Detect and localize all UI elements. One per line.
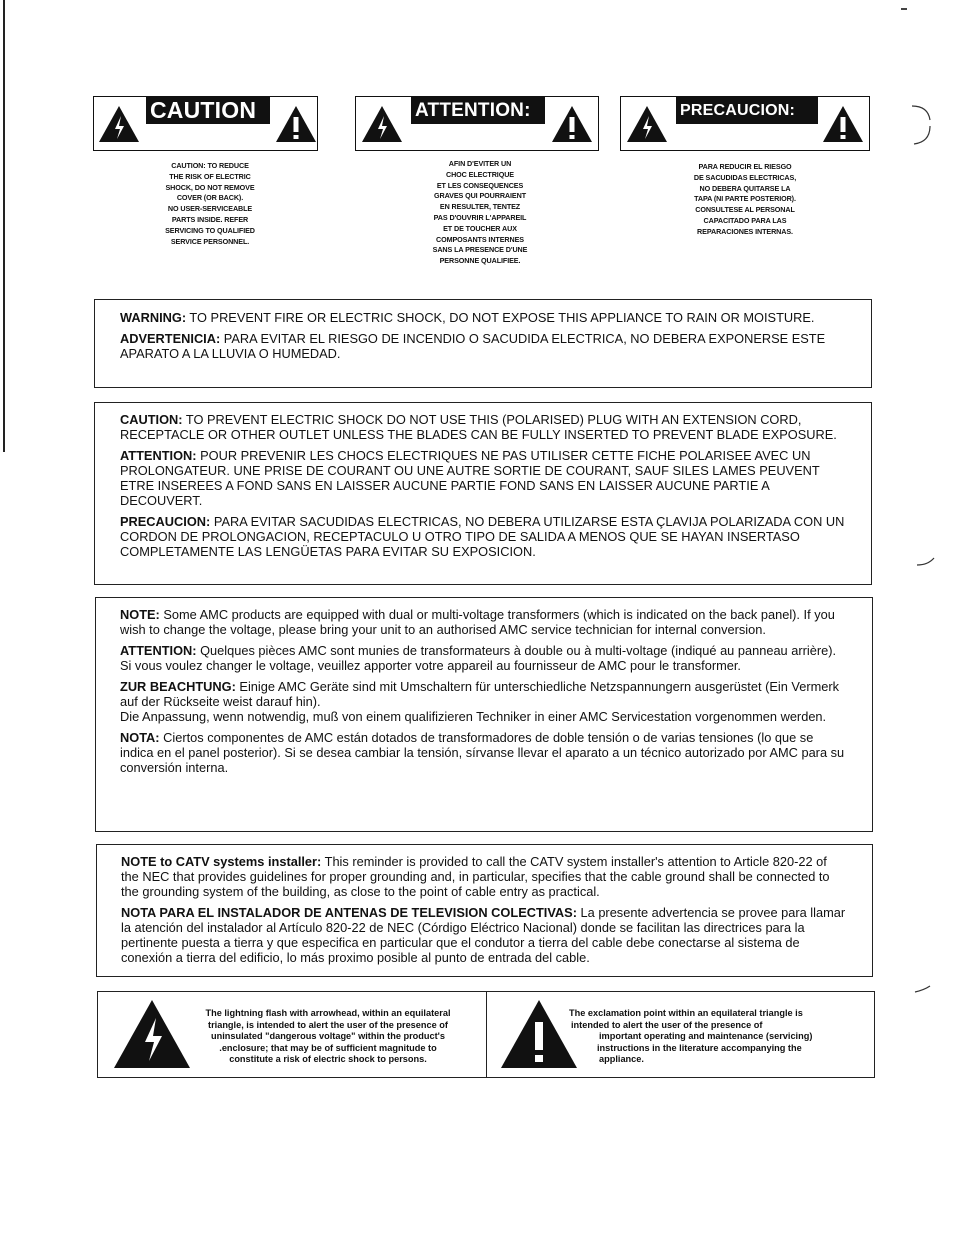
exclamation-triangle-icon xyxy=(274,104,318,144)
caution-label-text: CAUTION: TO REDUCE THE RISK OF ELECTRIC SHOCK, DO NOT REMOVE COVER (OR BACK). NO USER-SERVICEABLE PARTS INSIDE. REFER SERVICING TO QUALIFIED SERVICE PERSONNEL. xyxy=(165,161,255,246)
exclamation-triangle-icon xyxy=(499,998,579,1070)
warning-box xyxy=(94,299,872,388)
attention-label xyxy=(355,96,599,151)
voltage-note-paragraph: NOTE: Some AMC products are equipped with dual or multi-voltage transformers (which is indicated on the back panel). If you wish to change the voltage, please bring your unit to an authorised AMC service technician for internal conversion. xyxy=(120,607,835,637)
lightning-symbol-box xyxy=(97,991,487,1078)
attention-title: ATTENTION: xyxy=(411,97,545,124)
plug-precaucion-paragraph: PRECAUCION: PARA EVITAR SACUDIDAS ELECTRICAS, NO DEBERA UTILIZARSE ESTA ÇLAVIJA POLARIZADA CON UN CORDON DE PROLONGACION, RECEPTACULO U OTRO TIPO DE SALIDA A MENOS QUE SE HAYAN INSERTASO COMPLETAMENTE LAS LENGÜETAS PARA EVITAR SU EXPOSICION. xyxy=(120,514,845,559)
exclamation-symbol-text: The exclamation point within an equilateral triangle is intended to alert the user of the presence of important operating and maintenance (servicing) instructions in the literature accompanying the appliance. xyxy=(569,1008,813,1065)
scan-edge-bar xyxy=(3,0,5,452)
plug-attention-paragraph: ATTENTION: POUR PREVENIR LES CHOCS ELECTRIQUES NE PAS UTILISER CETTE FICHE POLARISEE AVEC UN PROLONGATEUR. UNE PRISE DE COURANT OU UNE AUTRE SORTIE DE COURANT, SAUF SILES LAMES PEUVENT ETRE INSEREES A FOND SANS EN LAISSER AUCUNE PARTIE FOND SANS EN LAISSER AUCUNE PARTIE A DECOUVERT. xyxy=(120,448,820,508)
catv-note-box xyxy=(96,844,873,977)
lightning-triangle-icon xyxy=(625,104,669,144)
precaucion-label xyxy=(620,96,870,151)
attention-label-text: AFIN D'EVITER UN CHOC ELECTRIQUE ET LES CONSEQUENCES GRAVES QUI POURRAIENT EN RESULTER, TENTEZ PAS D'OUVRIR L'APPAREIL ET DE TOUCHER AUX COMPOSANTS INTERNES SANS LA PRESENCE D'UNE PERSONNE QUALIFIEE. xyxy=(432,159,528,266)
caution-label xyxy=(93,96,318,151)
plug-caution-paragraph: CAUTION: TO PREVENT ELECTRIC SHOCK DO NOT USE THIS (POLARISED) PLUG WITH AN EXTENSION CORD, RECEPTACLE OR OTHER OUTLET UNLESS THE BLADES CAN BE FULLY INSERTED TO PREVENT BLADE EXPOSURE. xyxy=(120,412,837,442)
exclamation-symbol-box xyxy=(486,991,875,1078)
catv-note-paragraph: NOTE to CATV systems installer: This reminder is provided to call the CATV system installer's attention to Article 820-22 of the NEC that provides guidelines for proper grounding and, in particular, specifies that the cable ground shall be connected to the grounding system of the building, as close to the point of cable entry as practical. xyxy=(121,854,830,899)
warning-paragraph: WARNING: TO PREVENT FIRE OR ELECTRIC SHOCK, DO NOT EXPOSE THIS APPLIANCE TO RAIN OR MOISTURE. xyxy=(120,310,815,325)
voltage-beachtung-extra: Die Anpassung, wenn notwendig, muß von einem qualifizieren Techniker in einer AMC Servicestation vorgenommen werden. xyxy=(120,709,827,724)
advertencia-paragraph: ADVERTENICIA: PARA EVITAR EL RIESGO DE INCENDIO O SACUDIDA ELECTRICA, NO DEBERA EXPONERSE ESTE APARATO A LA LLUVIA O HUMEDAD. xyxy=(120,331,826,361)
voltage-note-box xyxy=(95,597,873,832)
lightning-triangle-icon xyxy=(360,104,404,144)
catv-nota-paragraph: NOTA PARA EL INSTALADOR DE ANTENAS DE TELEVISION COLECTIVAS: La presente advertencia se provee para llamar la atención del instalador al Artículo 820-22 de NEC (Córdigo Eléctrico Nacional) donde se facilitan las directrices para la pertinente puesta a tierra y que especifica en particular que el condutor a tierra del cable debe conectarse al sistema de conexión a tierra del edificio, lo más proximo posible al punto de entrada del cable. xyxy=(121,905,846,965)
lightning-symbol-text: The lightning flash with arrowhead, within an equilateral triangle, is intended to alert the user of the presence of uninsulated "dangerous voltage" within the product's .enclosure; that may be of sufficient magnitude to constitute a risk of electric shock to persons. xyxy=(205,1008,451,1065)
precaucion-title: PRECAUCION: xyxy=(676,97,818,124)
precaucion-label-text: PARA REDUCIR EL RIESGO DE SACUDIDAS ELECTRICAS, NO DEBERA QUITARSE LA TAPA (NI PARTE POSTERIOR). CONSULTESE AL PERSONAL CAPACITADO PARA LAS REPARACIONES INTERNAS. xyxy=(693,162,797,236)
scan-speck xyxy=(916,555,936,569)
scan-speck xyxy=(914,982,934,996)
lightning-triangle-icon xyxy=(97,104,141,144)
polarised-plug-box xyxy=(94,402,872,585)
caution-title: CAUTION xyxy=(146,97,270,124)
exclamation-triangle-icon xyxy=(821,104,865,144)
voltage-beachtung-paragraph: ZUR BEACHTUNG: Einige AMC Geräte sind mit Umschaltern für unterschiedliche Netzspannungern ausgerüstet (Ein Vermerk auf der Rückseite weist darauf hin). xyxy=(120,679,840,709)
voltage-attention-paragraph: ATTENTION: Quelques pièces AMC sont munies de transformateurs à double ou à multi-voltage (indiqué au panneau arrière). Si vous voulez changer le voltage, veuillez apporter votre appareil au fournisseur de AMC pour le transformer. xyxy=(120,643,837,673)
voltage-nota-paragraph: NOTA: Ciertos componentes de AMC están dotados de transformadores de doble tensión o de varias tensiones (lo que se indica en el panel posterior). Si se desea cambiar la tensión, sírvanse llevar el aparato a un técnico autorizado por AMC para su conversión interna. xyxy=(120,730,845,775)
exclamation-triangle-icon xyxy=(550,104,594,144)
scan-speck xyxy=(910,100,934,150)
scan-speck xyxy=(901,8,907,10)
